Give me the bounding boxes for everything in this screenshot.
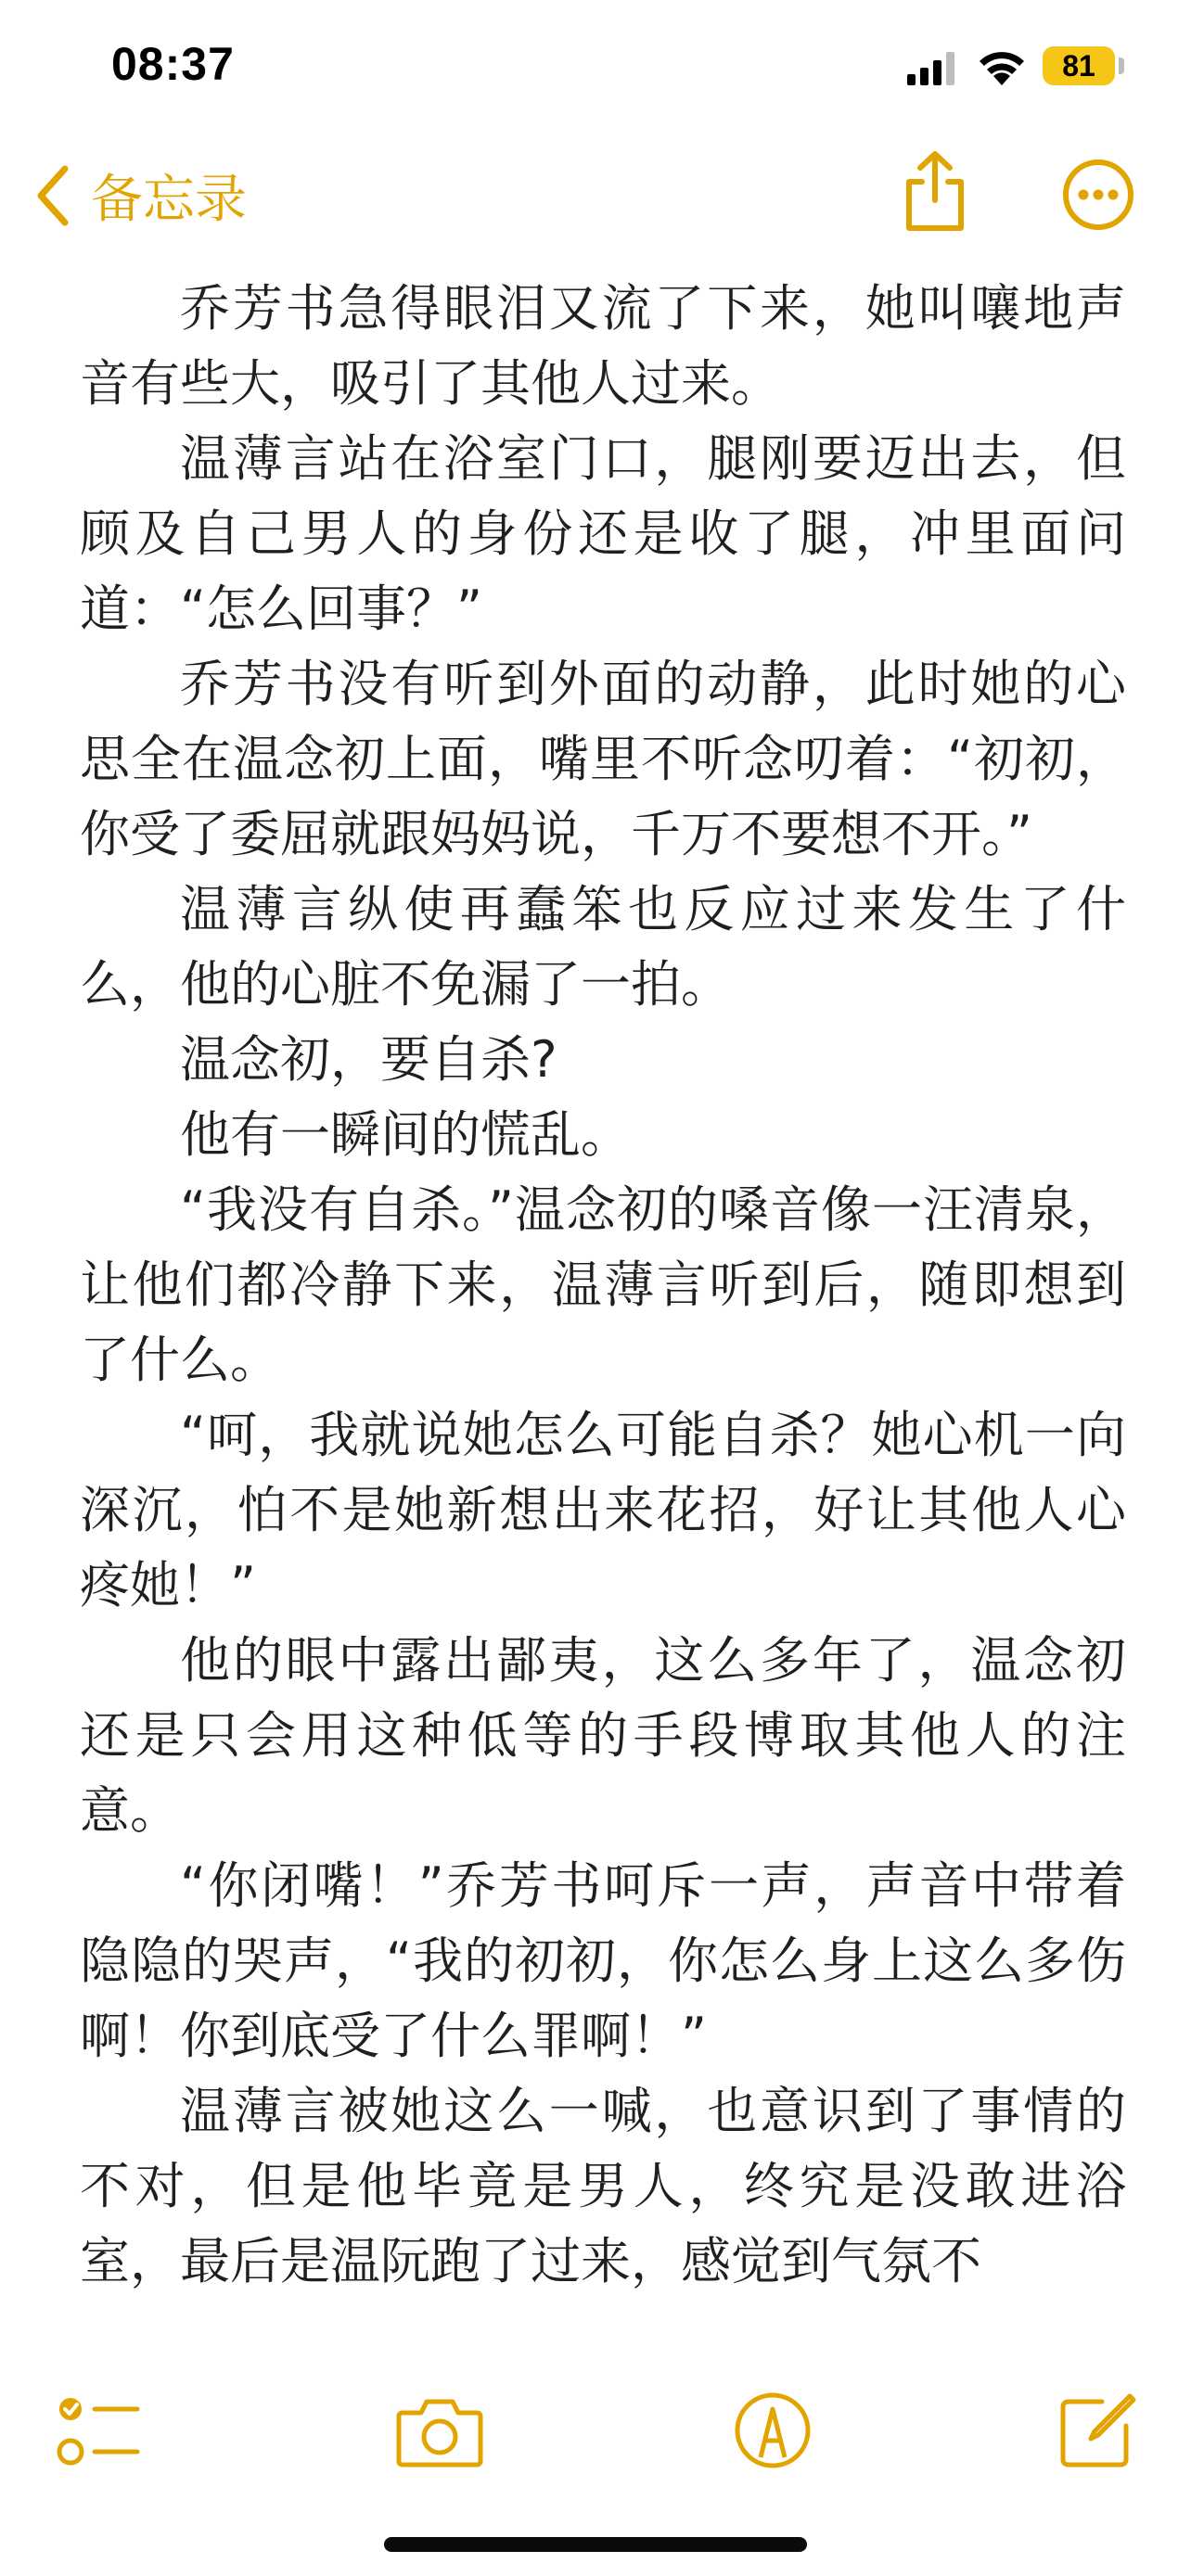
- note-paragraph: 温薄言被她这么一喊，也意识到了事情的不对，但是他毕竟是男人，终究是没敢进浴室，最后是温阮跑了过来，感觉到气氛不: [80, 2082, 1126, 2290]
- more-icon: [1066, 162, 1131, 227]
- note-paragraph: 温薄言站在浴室门口，腿刚要迈出去，但顾及自己男人的身份还是收了腿，冲里面问道：“怎么回事？”: [80, 429, 1126, 638]
- wifi-icon: [976, 46, 1028, 85]
- markup-button[interactable]: [733, 2391, 813, 2470]
- checklist-icon: [59, 2398, 137, 2463]
- cellular-signal-icon: [907, 52, 955, 85]
- share-button[interactable]: [900, 147, 970, 236]
- note-body[interactable]: [80, 271, 1126, 2299]
- markup-icon: [737, 2395, 808, 2466]
- more-button[interactable]: [1061, 158, 1135, 232]
- camera-icon: [399, 2402, 480, 2465]
- note-paragraph: “我没有自杀。”温念初的嗓音像一汪清泉，让他们都冷静下来，温薄言听到后，随即想到了什么。: [80, 1180, 1126, 1389]
- battery-tip: [1119, 57, 1124, 74]
- checklist-button[interactable]: [56, 2391, 141, 2472]
- note-paragraph: “你闭嘴！”乔芳书呵斥一声，声音中带着隐隐的哭声，“我的初初，你怎么身上这么多伤啊！你到底受了什么罪啊！”: [80, 1856, 1126, 2065]
- compose-button[interactable]: [1057, 2391, 1137, 2470]
- status-time: 08:37: [111, 38, 235, 90]
- battery-indicator: 81: [1043, 46, 1115, 85]
- home-indicator: [384, 2537, 807, 2552]
- share-icon: [909, 154, 961, 228]
- nav-bar: [0, 139, 1191, 250]
- note-paragraph: “呵，我就说她怎么可能自杀？她心机一向深沉，怕不是她新想出来花招，好让其他人心疼她！”: [80, 1406, 1126, 1614]
- bottom-toolbar: [0, 2374, 1191, 2522]
- note-paragraph: 乔芳书急得眼泪又流了下来，她叫嚷地声音有些大，吸引了其他人过来。: [80, 279, 1126, 413]
- note-paragraph: 他的眼中露出鄙夷，这么多年了，温念初还是只会用这种低等的手段博取其他人的注意。: [80, 1631, 1126, 1840]
- chevron-left-icon: [33, 163, 74, 228]
- camera-button[interactable]: [395, 2394, 484, 2468]
- note-paragraph: 他有一瞬间的慌乱。: [180, 1105, 631, 1164]
- compose-icon: [1063, 2396, 1133, 2465]
- back-button[interactable]: [33, 154, 247, 237]
- note-paragraph: 乔芳书没有听到外面的动静，此时她的心思全在温念初上面，嘴里不听念叨着：“初初，你受了委屈就跟妈妈说，千万不要想不开。”: [80, 655, 1126, 863]
- note-paragraph: 温薄言纵使再蠢笨也反应过来发生了什么，他的心脏不免漏了一拍。: [80, 880, 1126, 1014]
- status-bar: [0, 0, 1191, 139]
- note-paragraph: 温念初，要自杀?: [180, 1030, 557, 1089]
- back-label: 备忘录: [91, 170, 247, 230]
